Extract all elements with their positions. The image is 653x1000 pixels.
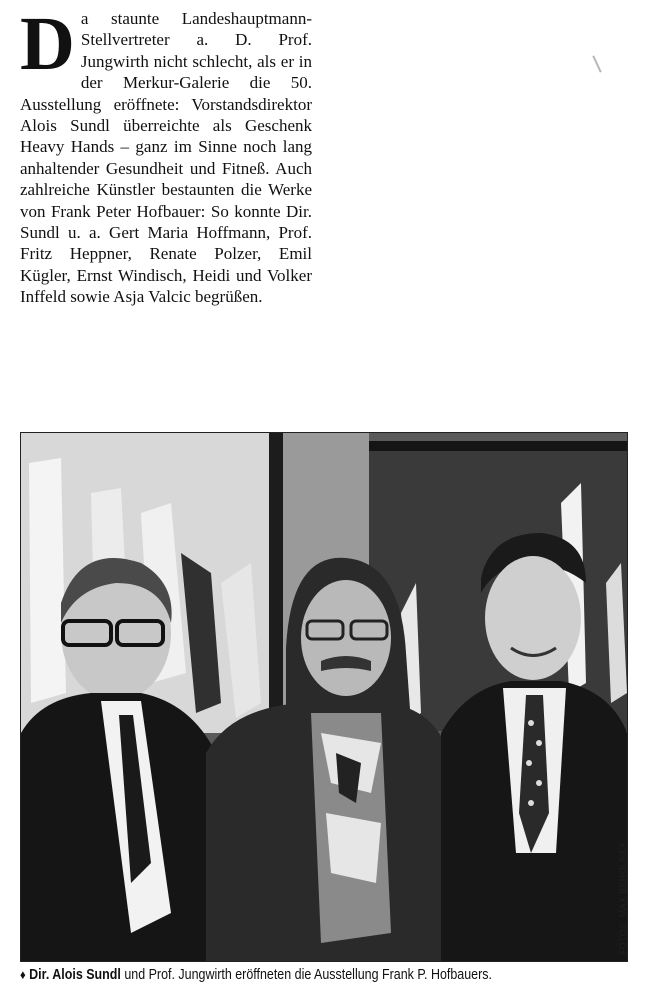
article-body: a staunte Landeshauptmann-Stellvertreter a. D. Prof. Jungwirth nicht schlecht, als er in der Merkur-Galerie die 50. Ausstellung eröffnete: Vorstandsdirektor Alois Sundl überreichte als Geschenk Heavy Hands – ganz im Sinne noch lang anhaltender Gesundheit und Fitneß. Auch zahlreiche Künstler bestaunten die Werke von Frank Peter Hofbauer: So konnte Dir. Sundl u. a. Gert Maria Hoffmann, Prof. Fritz Heppner, Renate Polzer, Emil Kügler, Ernst Windisch, Heidi und Volker Inffeld sowie Asja Valcic begrüßen. <box>20 9 312 307</box>
photo-illustration <box>21 433 627 961</box>
photo-caption <box>20 966 553 984</box>
caption-text: und Prof. Jungwirth eröffneten die Ausstellung Frank P. Hofbauers. <box>120 967 492 983</box>
photo-credit: FOTOS: MAX BEHOUNEK <box>618 840 628 955</box>
diamond-icon: ♦ <box>20 967 26 982</box>
print-speck <box>592 55 601 72</box>
caption-name: Dir. Alois Sundl <box>29 967 121 983</box>
group-photo <box>20 432 628 962</box>
article-text <box>20 2 312 308</box>
drop-cap: D <box>20 2 75 86</box>
